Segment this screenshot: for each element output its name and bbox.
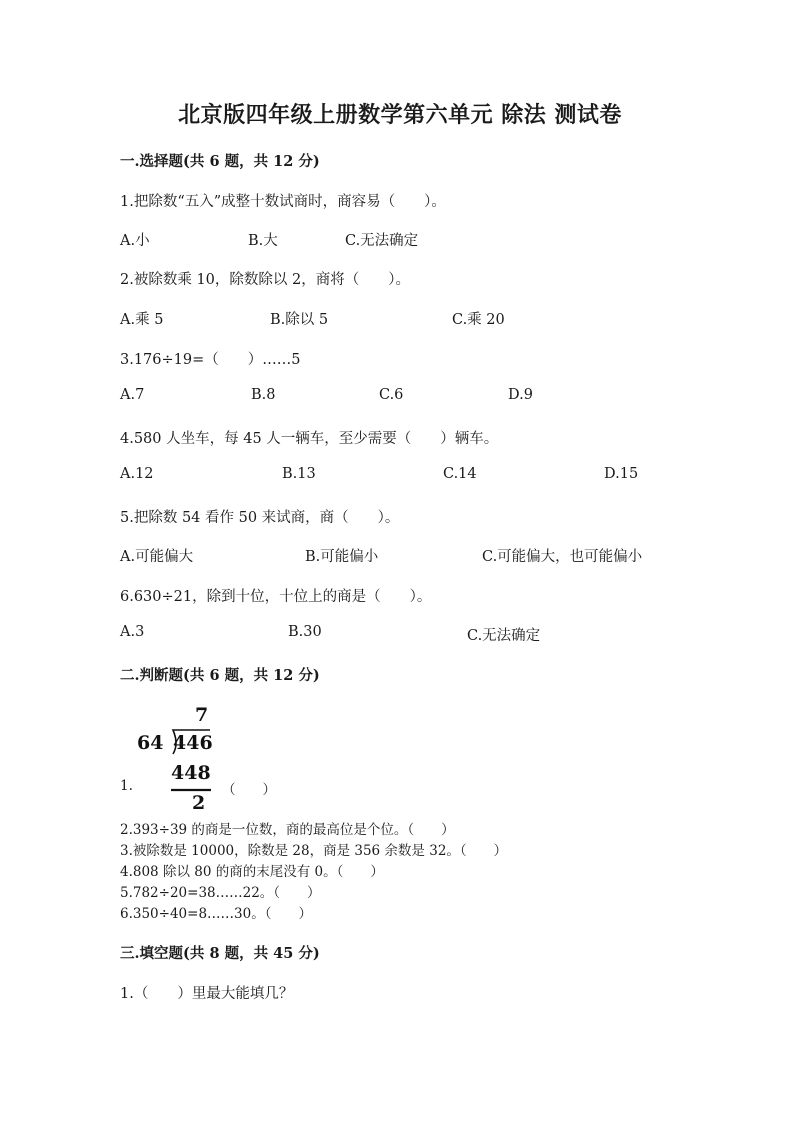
division-quotient: 7 — [195, 704, 209, 726]
division-divisor: 64 — [137, 732, 164, 754]
division-remainder: 2 — [192, 792, 206, 814]
option-b: B.30 — [288, 624, 322, 640]
judge-item-1-number: 1. — [120, 778, 133, 794]
option-a: A.小 — [120, 233, 150, 249]
division-dividend: 446 — [173, 732, 213, 754]
division-bracket — [173, 730, 210, 754]
option-b: B.13 — [282, 466, 316, 482]
long-division-figure — [135, 704, 275, 820]
option-c: C.6 — [379, 387, 404, 403]
question-text: 1.把除数“五入”成整十数试商时，商容易（ ）。 — [120, 194, 446, 210]
option-b: B.可能偏小 — [305, 549, 379, 565]
judge-item: 3.被除数是 10000，除数是 28，商是 356 余数是 32。（ ） — [120, 843, 508, 859]
question-text: 5.把除数 54 看作 50 来试商，商（ ）。 — [120, 510, 400, 526]
question-text: 3.176÷19=（ ）……5 — [120, 352, 301, 368]
option-a: A.12 — [120, 466, 154, 482]
option-c: C.无法确定 — [345, 233, 419, 249]
judge-item: 2.393÷39 的商是一位数，商的最高位是个位。（ ） — [120, 822, 455, 838]
option-c: C.14 — [443, 466, 477, 482]
question-text: 1.（ ）里最大能填几？ — [120, 986, 294, 1002]
option-d: D.15 — [604, 466, 639, 482]
option-d: D.9 — [508, 387, 533, 403]
section-heading-fill: 三.填空题(共 8 题，共 45 分) — [120, 945, 320, 962]
question-text: 4.580 人坐车，每 45 人一辆车，至少需要（ ）辆车。 — [120, 431, 499, 447]
option-a: A.3 — [120, 624, 145, 640]
section-heading-choice: 一.选择题(共 6 题，共 12 分) — [120, 153, 320, 170]
option-a: A.可能偏大 — [120, 549, 194, 565]
judge-item: 5.782÷20=38……22。（ ） — [120, 885, 321, 901]
option-b: B.除以 5 — [270, 312, 329, 328]
judge-item-1-blank: （ ） — [222, 782, 276, 798]
division-product: 448 — [171, 762, 211, 784]
option-b: B.8 — [251, 387, 276, 403]
option-c: C.可能偏大，也可能偏小 — [482, 549, 643, 565]
section-heading-judge: 二.判断题(共 6 题，共 12 分) — [120, 667, 320, 684]
option-a: A.7 — [120, 387, 145, 403]
division-bracket-lines — [135, 704, 275, 820]
question-text: 6.630÷21，除到十位，十位上的商是（ ）。 — [120, 589, 432, 605]
option-c: C.无法确定 — [467, 628, 541, 644]
judge-item: 4.808 除以 80 的商的末尾没有 0。（ ） — [120, 864, 384, 880]
question-text: 2.被除数乘 10，除数除以 2，商将（ ）。 — [120, 272, 410, 288]
page-title: 北京版四年级上册数学第六单元 除法 测试卷 — [178, 102, 622, 128]
judge-item: 6.350÷40=8……30。（ ） — [120, 906, 312, 922]
option-c: C.乘 20 — [452, 312, 505, 328]
option-a: A.乘 5 — [120, 312, 164, 328]
option-b: B.大 — [248, 233, 278, 249]
